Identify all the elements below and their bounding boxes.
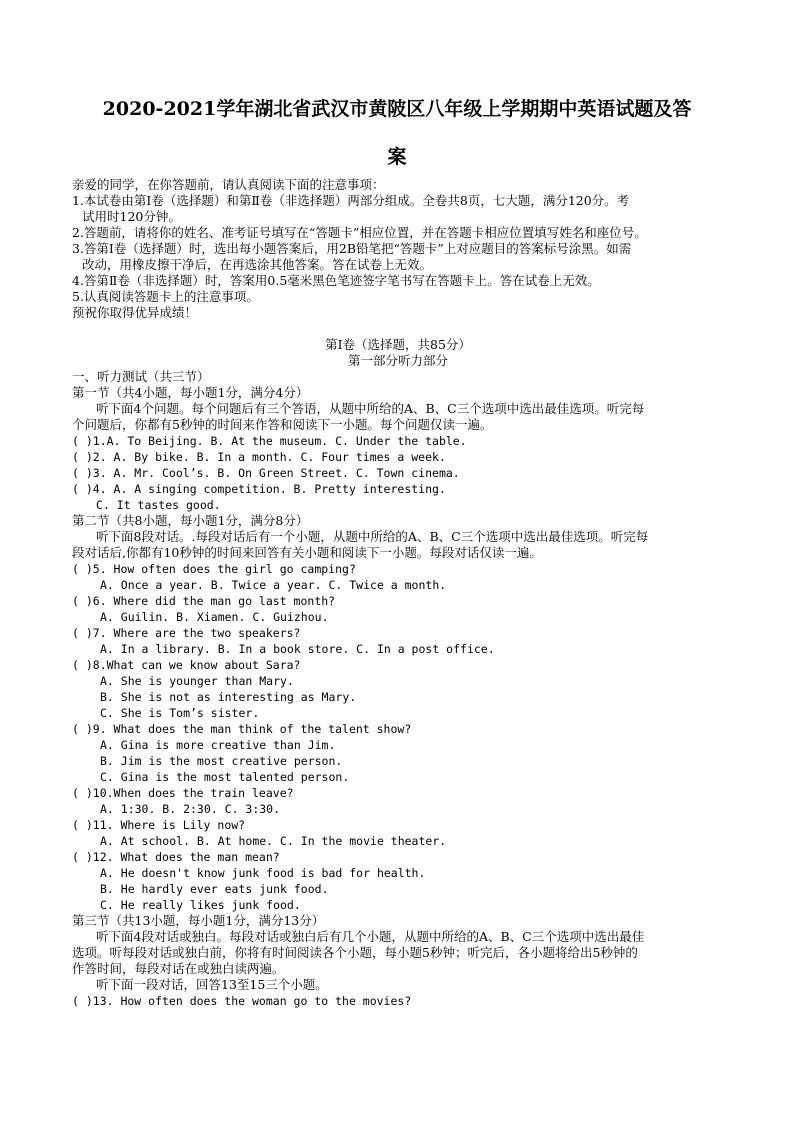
- question-9-option-a: A. Gina is more creative than Jim.: [100, 738, 336, 752]
- question-8: ( )8.What can we know about Sara?: [72, 658, 301, 672]
- question-9: ( )9. What does the man think of the talent show?: [72, 722, 412, 736]
- question-9-option-c: C. Gina is the most talented person.: [100, 770, 350, 784]
- s1-instructions-cont: 个问题后，你都有5秒钟的时间来作答和阅读下一小题。每个问题仅读一遍。: [72, 417, 493, 432]
- s3-heading: 第三节（共13小题，每小题1分，满分13分）: [72, 913, 325, 928]
- notice-item-5: 5.认真阅读答题卡上的注意事项。: [72, 289, 259, 304]
- s1-heading: 第一节（共4小题，每小题1分，满分4分）: [72, 385, 309, 400]
- document-title-line-1: 2020-2021学年湖北省武汉市黄陂区八年级上学期期中英语试题及答: [102, 98, 692, 120]
- question-9-option-b: B. Jim is the most creative person.: [100, 754, 343, 768]
- section-heading: 一、听力测试（共三节）: [72, 369, 210, 384]
- question-11-options: A. At school. B. At home. C. In the movie theater.: [100, 834, 447, 848]
- part-title: 第一部分听力部分: [347, 353, 448, 368]
- s3-sub-instruction: 听下面一段对话，回答13至15三个小题。: [96, 977, 328, 992]
- s3-instructions: 听下面4段对话或独白。每段对话或独白后有几个小题，从题中所给的A、B、C三个选项中选出最佳: [96, 929, 645, 944]
- notice-greeting: 亲爱的同学，在你答题前，请认真阅读下面的注意事项：: [72, 177, 385, 192]
- question-4: ( )4. A. A singing competition. B. Pretty interesting.: [72, 482, 446, 496]
- question-8-option-c: C. She is Tom’s sister.: [100, 706, 260, 720]
- question-1: ( )1.A. To Beijing. B. At the museum. C. Under the table.: [72, 434, 467, 448]
- question-4-option-c: C. It tastes good.: [96, 498, 221, 512]
- question-12-option-b: B. He hardly ever eats junk food.: [100, 882, 329, 896]
- question-11: ( )11. Where is Lily now?: [72, 818, 246, 832]
- notice-item-3-cont: 改动，用橡皮擦干净后，在再选涂其他答案。答在试卷上无效。: [82, 257, 433, 272]
- question-6-options: A. Guilin. B. Xiamen. C. Guizhou.: [100, 610, 329, 624]
- question-2: ( )2. A. By bike. B. In a month. C. Four times a week.: [72, 450, 446, 464]
- question-3: ( )3. A. Mr. Cool’s. B. On Green Street. C. Town cinema.: [72, 466, 460, 480]
- volume-title: 第Ⅰ卷（选择题，共85分）: [325, 337, 471, 352]
- question-10: ( )10.When does the train leave?: [72, 786, 294, 800]
- notice-item-2: 2.答题前，请将你的姓名、准考证号填写在“答题卡”相应位置，并在答题卡相应位置填写姓名和座位号。: [72, 225, 647, 240]
- question-7-options: A. In a library. B. In a book store. C. In a post office.: [100, 642, 495, 656]
- question-6: ( )6. Where did the man go last month?: [72, 594, 336, 608]
- question-12-option-a: A. He doesn't know junk food is bad for health.: [100, 866, 426, 880]
- notice-item-1-cont: 试用时120分钟。: [82, 209, 181, 224]
- notice-item-4: 4.答第Ⅱ卷（非选择题）时，答案用0.5毫米黑色笔迹签字笔书写在答题卡上。答在试卷上无效。: [72, 273, 600, 288]
- question-8-option-b: B. She is not as interesting as Mary.: [100, 690, 357, 704]
- document-body: [72, 177, 724, 1009]
- question-5-options: A. Once a year. B. Twice a year. C. Twice a month.: [100, 578, 447, 592]
- question-5: ( )5. How often does the girl go camping?: [72, 562, 356, 576]
- question-12: ( )12. What does the man mean?: [72, 850, 280, 864]
- question-7: ( )7. Where are the two speakers?: [72, 626, 301, 640]
- question-13: ( )13. How often does the woman go to the movies?: [72, 994, 412, 1008]
- s1-instructions: 听下面4个问题。每个问题后有三个答语，从题中所给的A、B、C三个选项中选出最佳选项。听完每: [96, 401, 645, 416]
- s2-instructions-cont: 段对话后,你都有10秒钟的时间来回答有关小题和阅读下一小题。每段对话仅读一遍。: [72, 545, 542, 560]
- notice-item-1: 1.本试卷由第Ⅰ卷（选择题）和第Ⅱ卷（非选择题）两部分组成。全卷共8页，七大题，满分120分。考: [72, 193, 630, 208]
- question-12-option-c: C. He really likes junk food.: [100, 898, 301, 912]
- s2-heading: 第二节（共8小题，每小题1分，满分8分）: [72, 513, 309, 528]
- question-8-option-a: A. She is younger than Mary.: [100, 674, 294, 688]
- question-10-options: A. 1:30. B. 2:30. C. 3:30.: [100, 802, 281, 816]
- notice-item-3: 3.答第Ⅰ卷（选择题）时，选出每小题答案后，用2B铅笔把“答题卡”上对应题目的答案标号涂黑。如需: [72, 241, 632, 256]
- document-title-line-2: 案: [387, 146, 407, 168]
- s3-instructions-cont-1: 选项。听每段对话或独白前，你将有时间阅读各个小题，每小题5秒钟；听完后，各小题将给出5秒钟的: [72, 945, 638, 960]
- s2-instructions: 听下面8段对话。.每段对话后有一个小题，从题中所给的A、B、C三个选项中选出最佳选项。听完每: [96, 529, 649, 544]
- notice-wish: 预祝你取得优异成绩！: [72, 305, 198, 320]
- s3-instructions-cont-2: 作答时间，每段对话在或独白读两遍。: [72, 961, 285, 976]
